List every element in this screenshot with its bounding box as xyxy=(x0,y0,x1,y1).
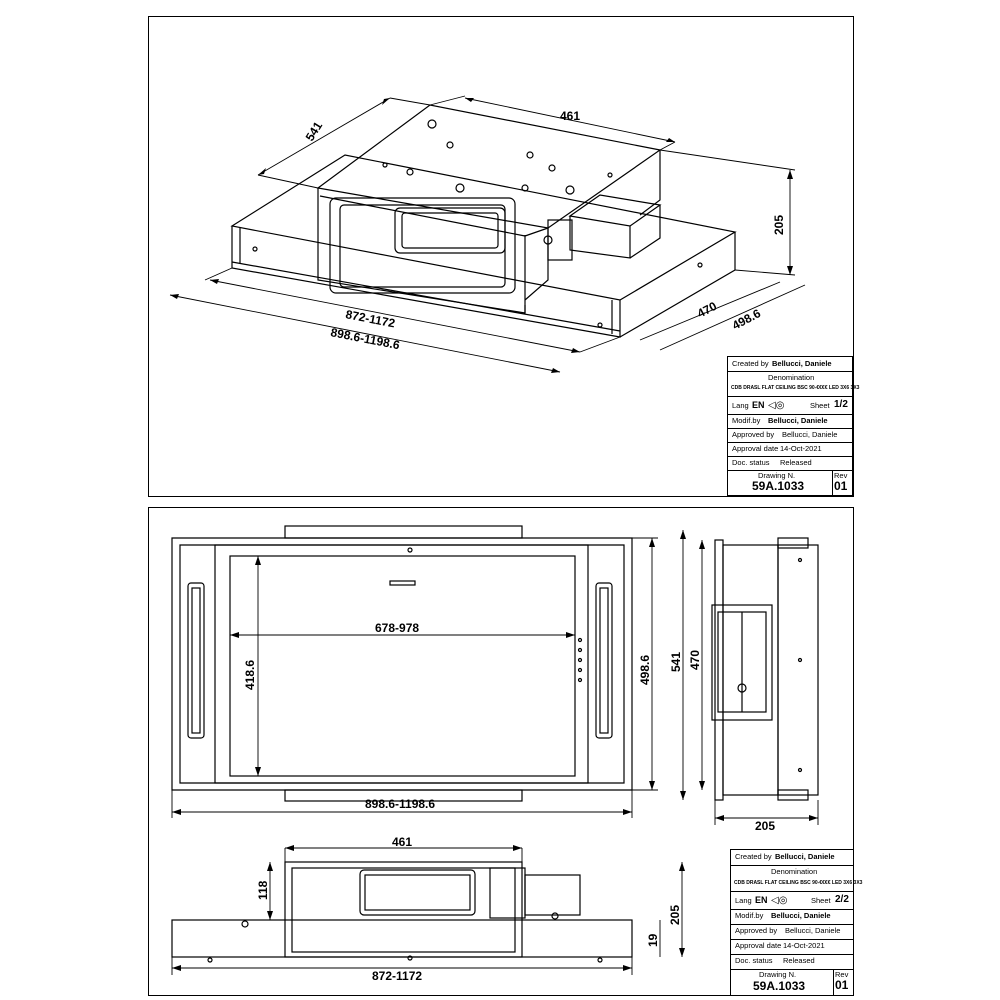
approved-label: Approved by xyxy=(732,430,775,439)
dim-872-iso: 872-1172 xyxy=(344,307,397,331)
rev-value: 01 xyxy=(834,479,848,493)
approval-date-value: 14-Oct-2021 xyxy=(783,941,825,950)
rev-label: Rev xyxy=(835,970,849,979)
drawing-value: 59A.1033 xyxy=(753,979,806,993)
title-block-1 xyxy=(727,356,860,496)
drawing-value: 59A.1033 xyxy=(752,479,805,493)
lang-value: EN xyxy=(752,400,765,410)
dim-541-side: 541 xyxy=(669,651,683,672)
created-by-value: Bellucci, Daniele xyxy=(772,359,832,368)
approved-value: Bellucci, Daniele xyxy=(785,926,841,935)
sheet-label: Sheet xyxy=(811,896,831,905)
dim-461-elev: 461 xyxy=(392,835,413,849)
sheet-value: 2/2 xyxy=(835,894,849,905)
dim-205-side: 205 xyxy=(755,819,776,833)
dim-498-6: 498.6 xyxy=(638,654,652,685)
title-block-2 xyxy=(730,849,863,996)
drawing-label: Drawing N. xyxy=(758,471,796,480)
dim-205-elev: 205 xyxy=(668,904,682,925)
dim-4986-iso: 498.6 xyxy=(729,306,763,333)
projection-symbol-icon: ◁◎ xyxy=(768,400,785,411)
modif-label: Modif.by xyxy=(735,911,764,920)
approved-label: Approved by xyxy=(735,926,778,935)
dim-898-1198: 898.6-1198.6 xyxy=(365,797,436,811)
approval-date-label: Approval date xyxy=(732,444,779,453)
status-label: Doc. status xyxy=(735,956,773,965)
denomination-value: CDB DRASL FLAT CEILING BSC 90-€€€€ LED 3X6 3X3 xyxy=(734,880,863,886)
status-label: Doc. status xyxy=(732,458,770,467)
rev-value: 01 xyxy=(835,978,849,992)
created-by-value: Bellucci, Daniele xyxy=(775,852,835,861)
approved-value: Bellucci, Daniele xyxy=(782,430,838,439)
sheet-label: Sheet xyxy=(810,401,830,410)
modif-value: Bellucci, Daniele xyxy=(771,911,831,920)
denomination-label: Denomination xyxy=(771,867,818,876)
approval-date-value: 14-Oct-2021 xyxy=(780,444,822,453)
rev-label: Rev xyxy=(834,471,848,480)
dim-418-6: 418.6 xyxy=(243,659,257,690)
created-by-label: Created by xyxy=(732,359,769,368)
dim-470-side: 470 xyxy=(688,649,702,670)
dimensions-sheet-1 xyxy=(170,96,805,372)
dim-678-978: 678-978 xyxy=(375,621,420,635)
dim-898-iso: 898.6-1198.6 xyxy=(329,325,401,353)
status-value: Released xyxy=(780,458,812,467)
created-by-label: Created by xyxy=(735,852,772,861)
dim-19: 19 xyxy=(646,933,660,947)
denomination-value: CDB DRASL FLAT CEILING BSC 90-€€€€ LED 3X6 3X3 xyxy=(731,385,860,391)
lang-value: EN xyxy=(755,895,768,905)
lang-label: Lang xyxy=(732,401,749,410)
modif-value: Bellucci, Daniele xyxy=(768,416,828,425)
dim-118: 118 xyxy=(256,880,270,900)
dim-205-iso: 205 xyxy=(772,214,786,235)
drawing-label: Drawing N. xyxy=(759,970,797,979)
dim-470-iso: 470 xyxy=(694,298,720,321)
status-value: Released xyxy=(783,956,815,965)
denomination-label: Denomination xyxy=(768,373,815,382)
dim-461-iso: 461 xyxy=(560,109,581,123)
dim-541-iso: 541 xyxy=(302,119,326,144)
dimension-arrows-sheet-1 xyxy=(170,98,793,373)
projection-symbol-icon: ◁◎ xyxy=(771,895,788,906)
approval-date-label: Approval date xyxy=(735,941,782,950)
modif-label: Modif.by xyxy=(732,416,761,425)
sheet-value: 1/2 xyxy=(834,399,848,410)
lang-label: Lang xyxy=(735,896,752,905)
dim-872-elev: 872-1172 xyxy=(372,969,423,983)
